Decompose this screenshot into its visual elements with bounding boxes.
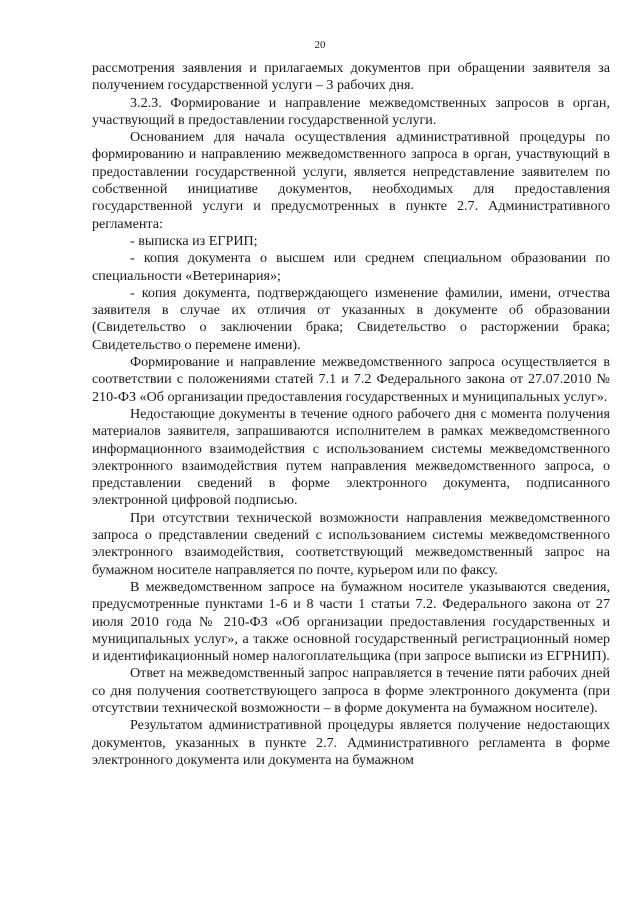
paragraph-continuation: рассмотрения заявления и прилагаемых документов при обращении заявителя за получением государственной услуги – 3 рабочих дня. [92, 60, 610, 94]
paragraph-response-deadline: Ответ на межведомственный запрос направляется в течение пяти рабочих дней со дня получения соответствующего запроса в форме электронного документа (при отсутствии технической возможности – в форме документа на бумажном носителе). [92, 665, 610, 716]
paragraph-paper-request: При отсутствии технической возможности направления межведомственного запроса о представлении сведений с использованием системы межведомственного электронного взаимодействия, соответствующий межведомственный запрос на бумажном носителе направляется по почте, курьером или по факсу. [92, 509, 610, 578]
paragraph-result: Результатом административной процедуры является получение недостающих документов, указанных в пункте 2.7. Административного регламента в форме электронного документа или документа на бумажном [92, 717, 610, 768]
paragraph-missing-documents: Недостающие документы в течение одного рабочего дня с момента получения материалов заявителя, запрашиваются исполнителем в рамках межведомственного информационного взаимодействия с использованием системы межведомственного электронного взаимодействия путем направления межведомственного запроса, о представлении сведений в форме электронного документа, подписанного электронной цифровой подписью. [92, 405, 610, 509]
paragraph-paper-request-details: В межведомственном запросе на бумажном носителе указываются сведения, предусмотренные пунктами 1-6 и 8 части 1 статьи 7.2. Федерального закона от 27 июля 2010 года № 210-ФЗ «Об организации предоставления государственных и муниципальных услуг», а также основной государственный регистрационный номер и идентификационный номер налогоплательщика (при запросе выписки из ЕГРНИП). [92, 578, 610, 665]
paragraph-request-formation: Формирование и направление межведомственного запроса осуществляется в соответствии с положениями статей 7.1 и 7.2 Федерального закона от 27.07.2010 № 210-ФЗ «Об организации предоставления государственных и муниципальных услуг». [92, 354, 610, 405]
paragraph-basis: Основанием для начала осуществления административной процедуры по формированию и направлению межведомственного запроса в орган, участвующий в предоставлении государственной услуги, является непредставление заявителем по собственной инициативе документов, необходимых для предоставления государственной услуги и предусмотренных в пункте 2.7. Административного регламента: [92, 129, 610, 232]
list-item-education-document: - копия документа о высшем или среднем специальном образовании по специальности «Ветеринария»; [92, 250, 610, 284]
page-number: 20 [314, 39, 326, 51]
paragraph-section-heading: 3.2.3. Формирование и направление межведомственных запросов в орган, участвующий в предоставлении государственной услуги. [92, 94, 610, 128]
list-item-egrip-extract: - выписка из ЕГРИП; [130, 232, 258, 249]
list-item-name-change-document: - копия документа, подтверждающего изменение фамилии, имени, отчества заявителя в случае их отличия от указанных в документе об образовании (Свидетельство о заключении брака; Свидетельство о расторжении брака; Свидетельство о перемене имени). [92, 284, 610, 353]
document-body [92, 60, 610, 769]
